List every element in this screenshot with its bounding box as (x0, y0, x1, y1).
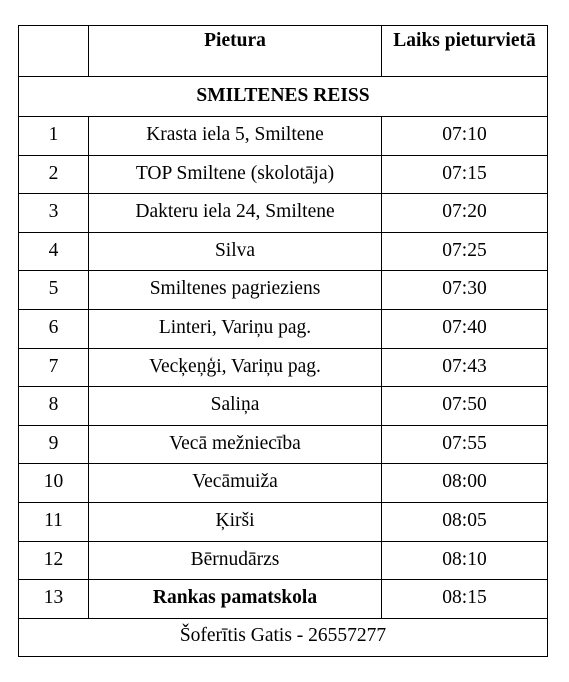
stop-time-cell: 08:05 (382, 502, 548, 541)
stop-row (19, 464, 548, 503)
stop-time-cell: 08:10 (382, 541, 548, 580)
stop-row (19, 155, 548, 194)
stop-number-cell: 5 (19, 271, 89, 310)
stop-row (19, 194, 548, 233)
stop-name-cell: Bērnudārzs (89, 541, 382, 580)
route-title: SMILTENES REISS (19, 77, 548, 117)
stop-name-cell: Ķirši (89, 502, 382, 541)
stop-number-cell: 9 (19, 425, 89, 464)
driver-contact: Šoferītis Gatis - 26557277 (19, 618, 548, 656)
stop-name-cell: Krasta iela 5, Smiltene (89, 117, 382, 156)
stop-row (19, 309, 548, 348)
stop-time-cell: 07:30 (382, 271, 548, 310)
stop-number-cell: 13 (19, 580, 89, 619)
stop-number-cell: 7 (19, 348, 89, 387)
stop-number-cell: 8 (19, 387, 89, 426)
stop-time-cell: 07:20 (382, 194, 548, 233)
stop-row (19, 271, 548, 310)
stop-name-cell: Silva (89, 232, 382, 271)
stop-name-cell: Linteri, Variņu pag. (89, 309, 382, 348)
stop-number-cell: 3 (19, 194, 89, 233)
stop-time-cell: 08:15 (382, 580, 548, 619)
bus-schedule-table (18, 25, 548, 657)
stop-time-cell: 07:50 (382, 387, 548, 426)
header-stop-cell: Pietura (89, 26, 382, 77)
stop-number-cell: 12 (19, 541, 89, 580)
stop-time-cell: 07:55 (382, 425, 548, 464)
stop-row (19, 502, 548, 541)
stop-time-cell: 07:43 (382, 348, 548, 387)
driver-contact-row (19, 618, 548, 656)
stop-time-cell: 08:00 (382, 464, 548, 503)
stop-row (19, 117, 548, 156)
stop-number-cell: 10 (19, 464, 89, 503)
stop-number-cell: 11 (19, 502, 89, 541)
stop-time-cell: 07:15 (382, 155, 548, 194)
stop-row (19, 541, 548, 580)
stop-time-cell: 07:10 (382, 117, 548, 156)
stop-number-cell: 1 (19, 117, 89, 156)
header-row (19, 26, 548, 77)
stop-name-cell: Vecāmuiža (89, 464, 382, 503)
stop-name-cell: TOP Smiltene (skolotāja) (89, 155, 382, 194)
stop-row (19, 425, 548, 464)
stop-time-cell: 07:25 (382, 232, 548, 271)
header-number-cell (19, 26, 89, 77)
stop-row (19, 580, 548, 619)
stop-name-cell: Saliņa (89, 387, 382, 426)
stop-row (19, 348, 548, 387)
stop-name-cell: Dakteru iela 24, Smiltene (89, 194, 382, 233)
stop-name-cell: Rankas pamatskola (89, 580, 382, 619)
stop-name-cell: Vecķeņģi, Variņu pag. (89, 348, 382, 387)
stop-name-cell: Smiltenes pagrieziens (89, 271, 382, 310)
stop-time-cell: 07:40 (382, 309, 548, 348)
stop-row (19, 387, 548, 426)
stop-number-cell: 4 (19, 232, 89, 271)
header-time-cell: Laiks pieturvietā (382, 26, 548, 77)
stop-number-cell: 2 (19, 155, 89, 194)
route-title-row (19, 77, 548, 117)
stop-row (19, 232, 548, 271)
stop-name-cell: Vecā mežniecība (89, 425, 382, 464)
stop-number-cell: 6 (19, 309, 89, 348)
